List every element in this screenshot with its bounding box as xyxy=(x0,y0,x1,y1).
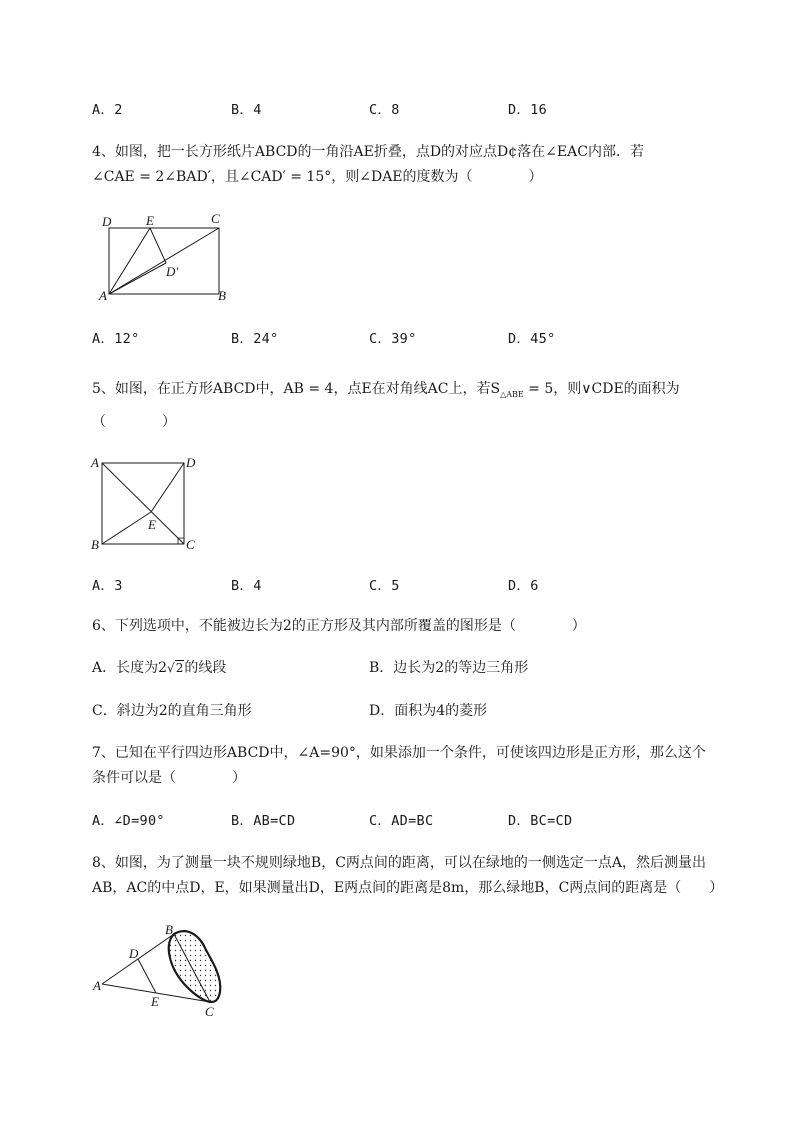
q8-label-d: D xyxy=(129,946,139,961)
q4-option-d: D．45° xyxy=(508,331,556,347)
q5-option-a: A．3 xyxy=(92,578,123,594)
q7-option-a: A．∠D=90° xyxy=(92,813,165,829)
q7-option-c: C．AD=BC xyxy=(369,813,434,829)
q8-label-a: A xyxy=(93,978,101,993)
q5-label-d: D xyxy=(186,455,196,470)
q4-option-b: B．24° xyxy=(231,331,279,347)
q5-stem-part1: 5、如图，在正方形ABCD中，AB = 4，点E在对角线AC上，若S xyxy=(92,381,501,397)
q3-option-c: C．8 xyxy=(369,102,400,118)
q5-stem-line1 xyxy=(92,380,680,404)
q6-stem: 6、下列选项中，不能被边长为2的正方形及其内部所覆盖的图形是（ ） xyxy=(92,618,586,634)
q6-option-a: A．长度为2√2的线段 xyxy=(92,660,227,676)
q7-option-b: B．AB=CD xyxy=(231,813,296,829)
q5-option-b: B．4 xyxy=(231,578,262,594)
q8-stem-line2: AB，AC的中点D，E，如果测量出D，E两点间的距离是8m，那么绿地B，C两点间的距离是（ ） xyxy=(92,880,724,896)
q6-option-a-radicand: 2 xyxy=(175,661,184,675)
q8-figure xyxy=(88,918,238,1022)
q4-label-e: E xyxy=(146,213,154,228)
q4-option-c: C．39° xyxy=(369,331,417,347)
q5-stem-line2: （ ） xyxy=(92,414,176,430)
q5-figure xyxy=(88,452,208,552)
q5-subscript: △ABE xyxy=(500,390,524,399)
q5-label-a: A xyxy=(91,455,99,470)
q4-label-b: B xyxy=(218,288,226,303)
q5-stem-part2: = 5，则∨CDE的面积为 xyxy=(523,381,680,397)
q6-option-b: B．边长为2的等边三角形 xyxy=(369,660,529,676)
q7-stem-line2: 条件可以是（ ） xyxy=(92,770,246,786)
q3-option-b: B．4 xyxy=(231,102,262,118)
q4-label-d: D xyxy=(102,214,112,229)
q4-figure xyxy=(90,208,250,308)
q6-option-d: D．面积为4的菱形 xyxy=(369,703,488,719)
q6-option-a-pre: A．长度为2 xyxy=(92,660,168,676)
q5-option-d: D．6 xyxy=(508,578,539,594)
q7-stem-line1: 7、已知在平行四边形ABCD中，∠A=90°，如果添加一个条件，可使该四边形是正方形，那么这个 xyxy=(92,745,706,761)
q6-option-a-post: 的线段 xyxy=(184,660,227,676)
q4-stem-line2: ∠CAE = 2∠BAD′，且∠CAD′ = 15°，则∠DAE的度数为（ ） xyxy=(92,169,543,185)
q3-option-a: A．2 xyxy=(92,102,123,118)
q7-option-d: D．BC=CD xyxy=(508,813,573,829)
q4-label-dprime: D′ xyxy=(166,264,179,279)
q4-label-a: A xyxy=(99,288,107,303)
q4-label-c: C xyxy=(211,211,220,226)
q5-option-c: C．5 xyxy=(369,578,400,594)
q8-label-b: B xyxy=(165,922,173,937)
q3-option-d: D．16 xyxy=(508,102,548,118)
q8-stem-line1: 8、如图，为了测量一块不规则绿地B，C两点间的距离，可以在绿地的一侧选定一点A，然后测量出 xyxy=(92,855,707,871)
q5-label-b: B xyxy=(91,537,99,552)
q6-option-c: C．斜边为2的直角三角形 xyxy=(92,703,252,719)
q5-label-e: E xyxy=(148,517,156,532)
q4-stem-line1: 4、如图，把一长方形纸片ABCD的一角沿AE折叠，点D的对应点D¢落在∠EAC内部．若 xyxy=(92,144,644,160)
q8-label-c: C xyxy=(205,1004,214,1019)
q5-label-c: C xyxy=(186,537,195,552)
q8-label-e: E xyxy=(151,994,159,1009)
q4-option-a: A．12° xyxy=(92,331,140,347)
